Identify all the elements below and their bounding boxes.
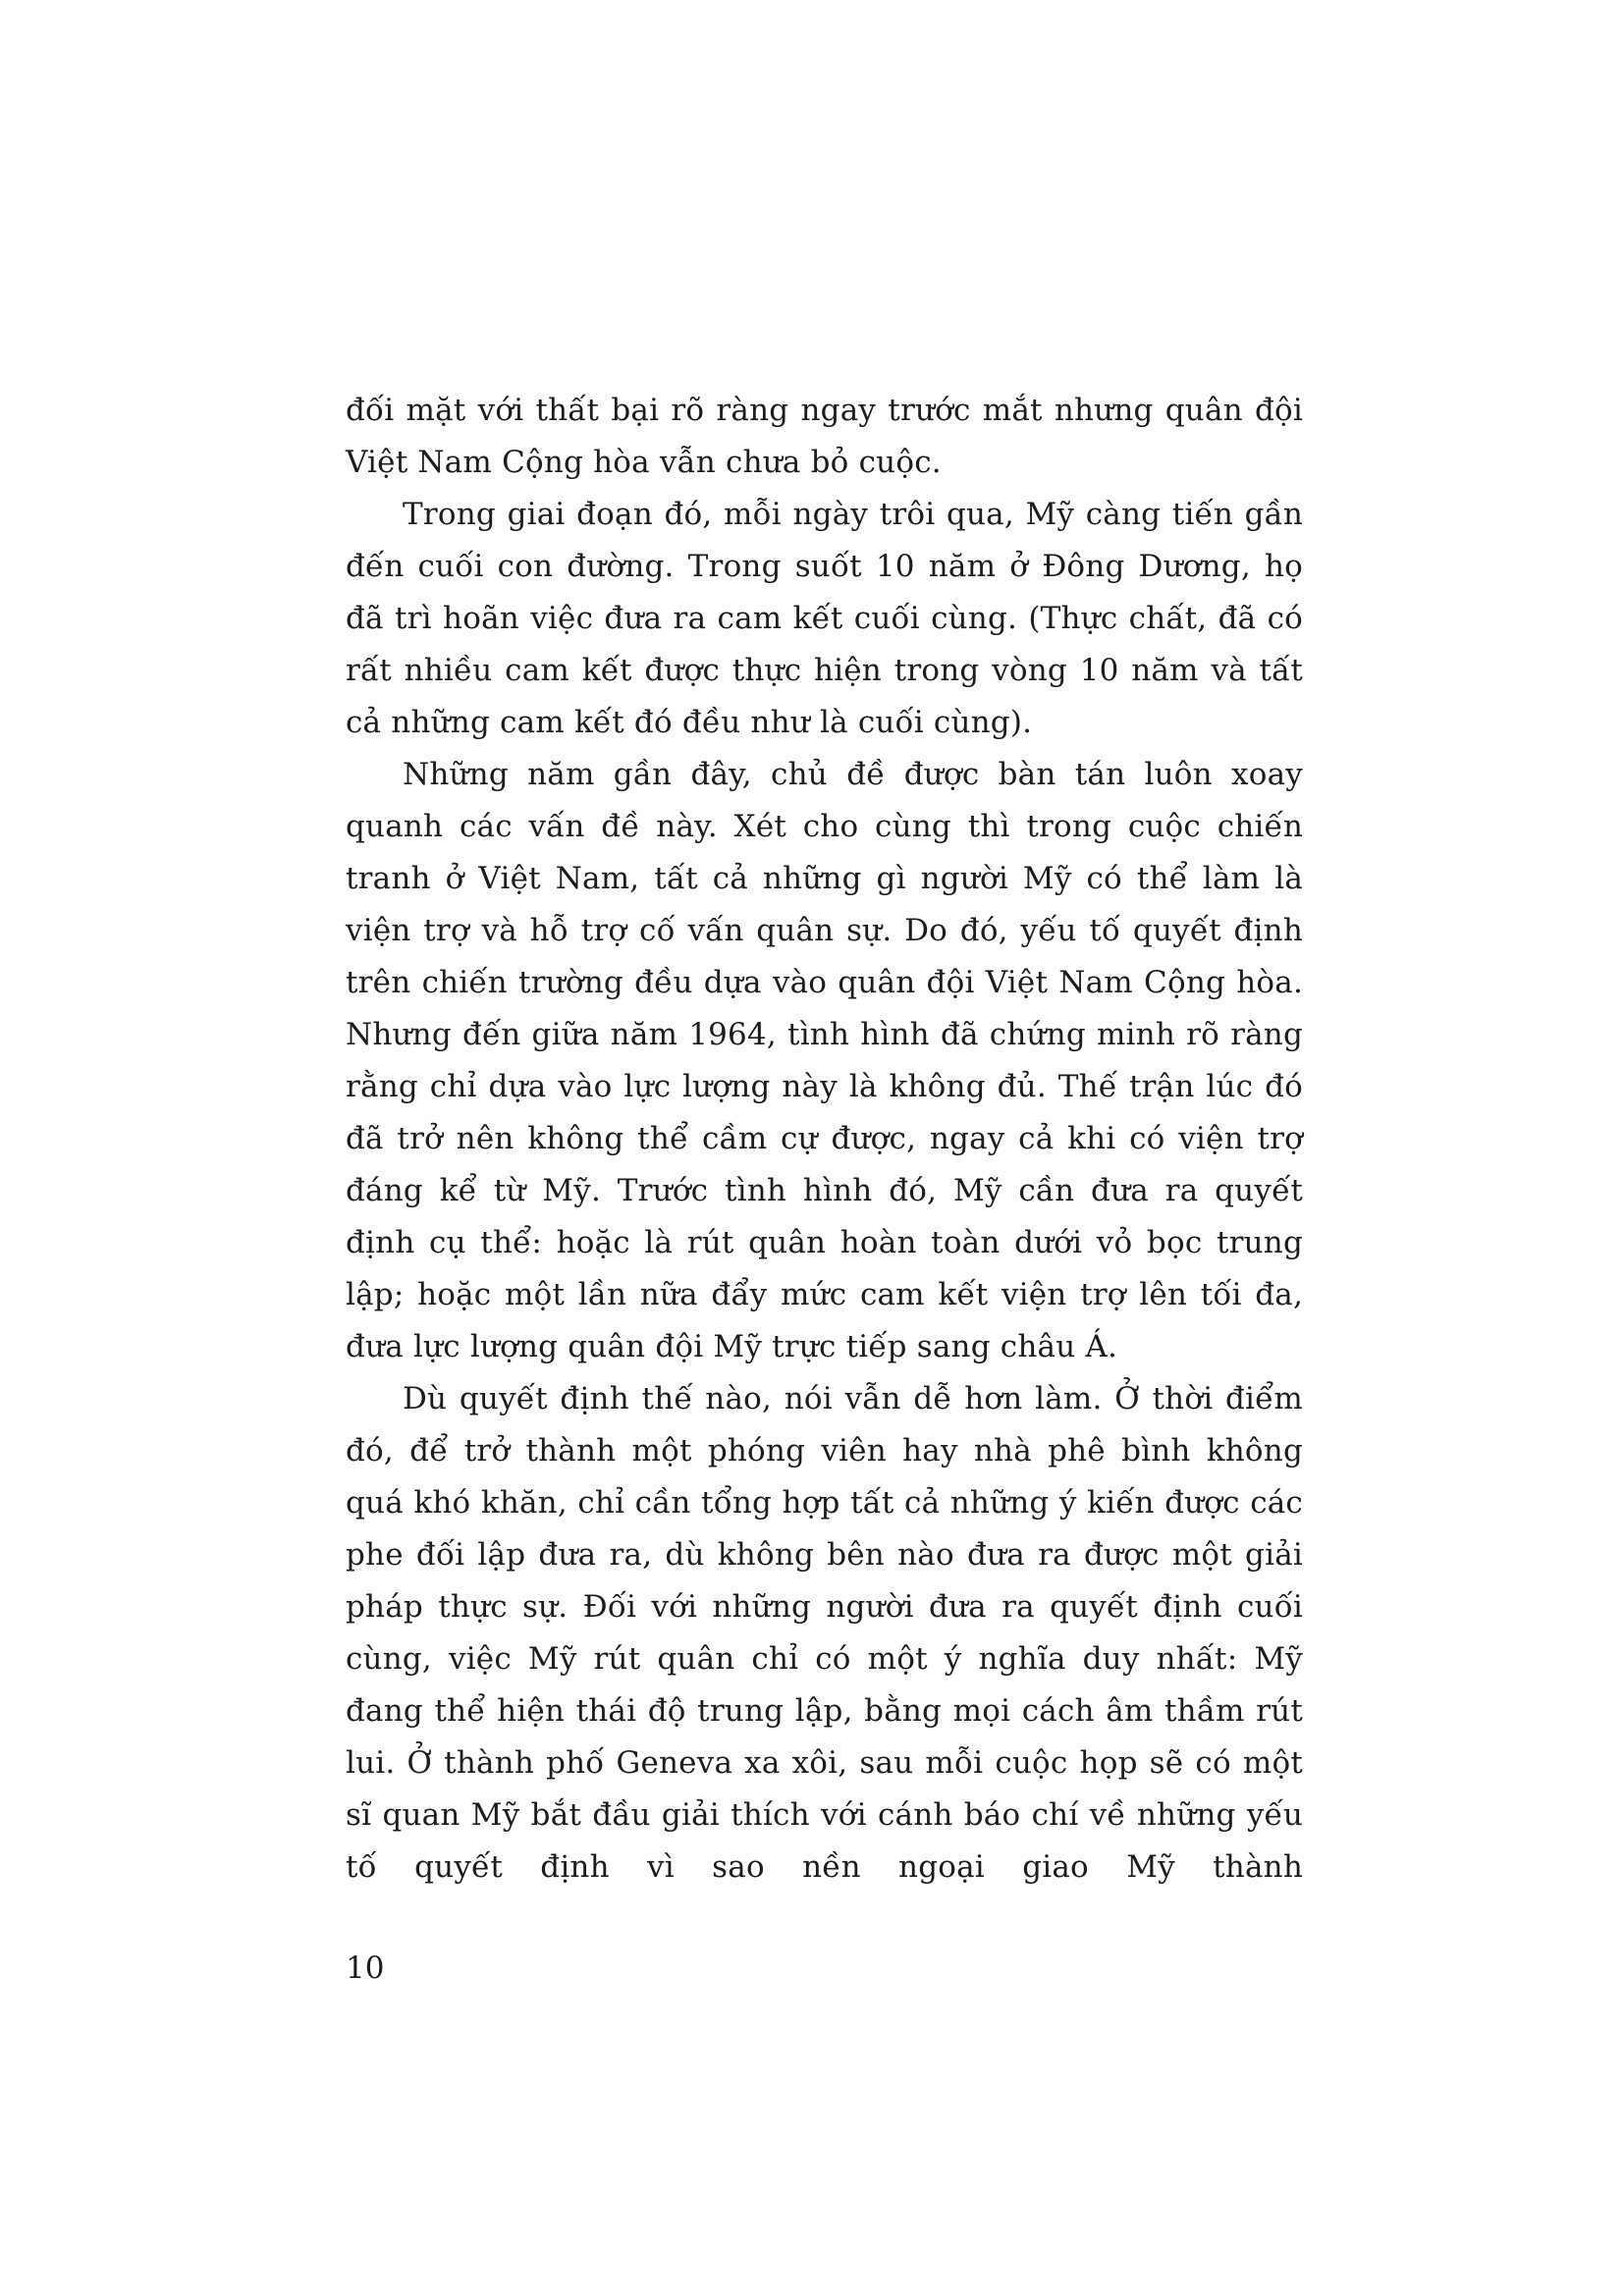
paragraph: đối mặt với thất bại rõ ràng ngay trước mắt nhưng quân đội Việt Nam Cộng hòa vẫn chưa bỏ cuộc. bbox=[346, 393, 1303, 480]
body-text bbox=[346, 385, 1303, 1894]
paragraph: Những năm gần đây, chủ đề được bàn tán luôn xoay quanh các vấn đề này. Xét cho cùng thì trong cuộc chiến tranh ở Việt Nam, tất cả những gì người Mỹ có thể làm là viện trợ và hỗ trợ cố vấn quân sự. Do đó, yếu tố quyết định trên chiến trường đều dựa vào quân đội Việt Nam Cộng hòa. Nhưng đến giữa năm 1964, tình hình đã chứng minh rõ ràng rằng chỉ dựa vào lực lượng này là không đủ. Thế trận lúc đó đã trở nên không thể cầm cự được, ngay cả khi có viện trợ đáng kể từ Mỹ. Trước tình hình đó, Mỹ cần đưa ra quyết định cụ thể: hoặc là rút quân hoàn toàn dưới vỏ bọc trung lập; hoặc một lần nữa đẩy mức cam kết viện trợ lên tối đa, đưa lực lượng quân đội Mỹ trực tiếp sang châu Á. bbox=[346, 757, 1303, 1364]
paragraph: Dù quyết định thế nào, nói vẫn dễ hơn làm. Ở thời điểm đó, để trở thành một phóng viên hay nhà phê bình không quá khó khăn, chỉ cần tổng hợp tất cả những ý kiến được các phe đối lập đưa ra, dù không bên nào đưa ra được một giải pháp thực sự. Đối với những người đưa ra quyết định cuối cùng, việc Mỹ rút quân chỉ có một ý nghĩa duy nhất: Mỹ đang thể hiện thái độ trung lập, bằng mọi cách âm thầm rút lui. Ở thành phố Geneva xa xôi, sau mỗi cuộc họp sẽ có một sĩ quan Mỹ bắt đầu giải thích với cánh báo chí về những yếu tố quyết định vì sao nền ngoại giao Mỹ thành bbox=[346, 1381, 1303, 1885]
paragraph: Trong giai đoạn đó, mỗi ngày trôi qua, Mỹ càng tiến gần đến cuối con đường. Trong suốt 10 năm ở Đông Dương, họ đã trì hoãn việc đưa ra cam kết cuối cùng. (Thực chất, đã có rất nhiều cam kết được thực hiện trong vòng 10 năm và tất cả những cam kết đó đều như là cuối cùng). bbox=[346, 497, 1303, 740]
page-number: 10 bbox=[346, 1950, 385, 1986]
